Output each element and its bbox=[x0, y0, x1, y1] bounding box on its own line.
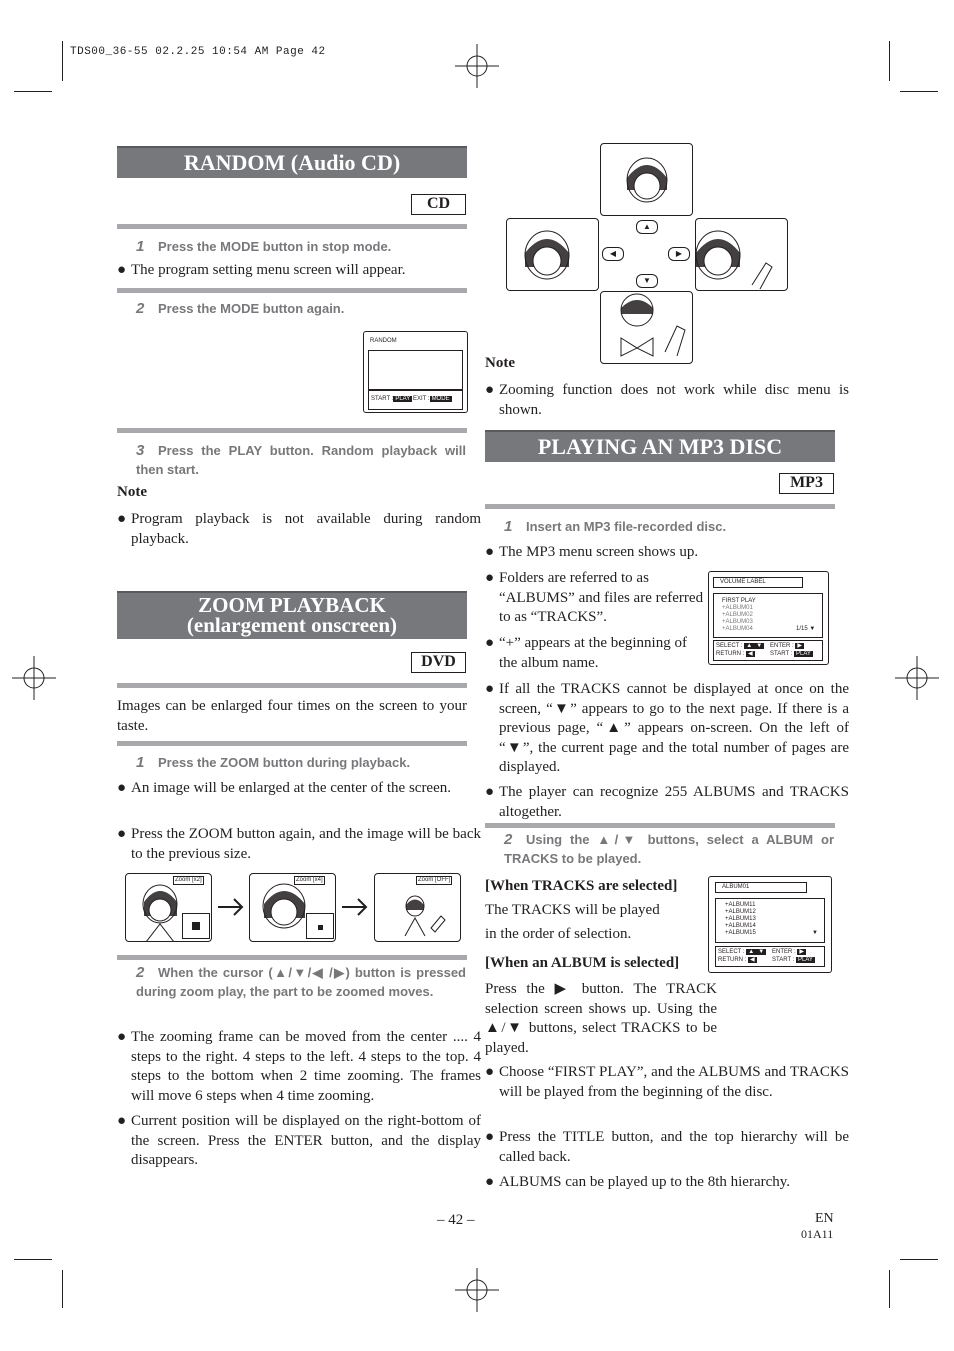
mp3-title: PLAYING AN MP3 DISC bbox=[485, 430, 835, 462]
random-screen: RANDOM START : PLAY EXIT : MODE bbox=[363, 331, 468, 413]
registration-mark bbox=[455, 1268, 499, 1312]
zoom-title: ZOOM PLAYBACK (enlargement onscreen) bbox=[117, 591, 467, 639]
doc-code: 01A11 bbox=[801, 1227, 834, 1241]
random-step3: 3 Press the PLAY button. Random playback will then start. bbox=[136, 442, 466, 477]
registration-mark bbox=[455, 44, 499, 88]
crop-mark bbox=[14, 1259, 52, 1260]
left-button: ◀ bbox=[602, 247, 624, 261]
section-rule bbox=[117, 288, 467, 293]
zoom-bullet4: ● Current position will be displayed on the right-bottom of the screen. Press the ENTER button, and the display disappears. bbox=[117, 1113, 481, 1168]
zoom-view-down bbox=[600, 291, 693, 364]
zoom-step2: 2 When the cursor (▲/▼/◀ /▶) button is pressed during zoom play, the part to be zoomed moves. bbox=[136, 964, 466, 999]
crop-mark bbox=[14, 91, 52, 92]
tracks-selected-text2: in the order of selection. bbox=[485, 926, 632, 942]
section-rule bbox=[485, 504, 835, 509]
registration-mark bbox=[895, 656, 939, 700]
crop-mark bbox=[889, 1270, 890, 1308]
album-selected-head: [When an ALBUM is selected] bbox=[485, 955, 680, 971]
random-step1: 1 Press the MODE button in stop mode. bbox=[136, 238, 392, 255]
mp3-tag: MP3 bbox=[779, 473, 834, 494]
zoom-view-right bbox=[695, 218, 788, 291]
girl-illustration bbox=[401, 894, 447, 938]
zoom-bullet3: ● The zooming frame can be moved from the center .... 4 steps to the right. 4 steps to the left. 4 steps to the top. 4 steps to the bottom when 2 time zooming. The frames will move 6 steps when 4 time zooming. bbox=[117, 1029, 481, 1104]
zoom-note-label: Note bbox=[485, 355, 515, 371]
section-rule bbox=[117, 955, 467, 960]
section-rule bbox=[117, 741, 467, 746]
mp3-bullet6: ● Choose “FIRST PLAY”, and the ALBUMS and TRACKS will be played from the beginning of the disc. bbox=[485, 1064, 849, 1100]
random-note: ● Program playback is not available during random playback. bbox=[117, 511, 481, 547]
girl-illustration bbox=[140, 880, 186, 942]
mp3-step1: 1 Insert an MP3 file-recorded disc. bbox=[504, 518, 727, 535]
section-rule bbox=[117, 683, 467, 688]
mp3-track-screen: ALBUM01 +ALBUM11 +ALBUM12 +ALBUM13 +ALBUM14 +ALBUM15 ▼ SELECT : ▲ ▼ ENTER : ▶ RETURN : ◀ START : PLAY bbox=[708, 876, 832, 973]
mp3-bullet8: ● ALBUMS can be played up to the 8th hierarchy. bbox=[485, 1174, 791, 1190]
album-selected-text: Press the ▶ button. The TRACK selection screen shows up. Using the ▲/▼ buttons, select TRACKS to be played. bbox=[485, 981, 717, 1056]
mp3-bullet2: ● Folders are referred to as “ALBUMS” and files are referred to as “TRACKS”. bbox=[485, 570, 704, 625]
up-button: ▲ bbox=[636, 220, 658, 234]
girl-illustration bbox=[260, 878, 310, 942]
cd-tag: CD bbox=[411, 194, 466, 215]
down-button: ▼ bbox=[636, 274, 658, 288]
zoom-frame-x4: Zoom [x4] bbox=[249, 873, 336, 942]
arrow-icon bbox=[216, 896, 244, 918]
crop-mark bbox=[62, 41, 63, 81]
crop-mark bbox=[62, 1270, 63, 1308]
mp3-bullet3: ● “+” appears at the beginning of the album name. bbox=[485, 635, 687, 671]
print-header: TDS00_36-55 02.2.25 10:54 AM Page 42 bbox=[70, 46, 326, 58]
random-step1-bullet: ● The program setting menu screen will appear. bbox=[117, 262, 406, 278]
section-rule bbox=[485, 823, 835, 828]
zoom-view-left bbox=[506, 218, 599, 291]
crop-mark bbox=[889, 41, 890, 81]
language-code: EN bbox=[815, 1211, 834, 1226]
tracks-selected-text1: The TRACKS will be played bbox=[485, 902, 660, 918]
mp3-bullet5: ● The player can recognize 255 ALBUMS and TRACKS altogether. bbox=[485, 784, 849, 820]
zoom-view-up bbox=[600, 143, 693, 216]
section-rule bbox=[117, 224, 467, 229]
mp3-bullet1: ● The MP3 menu screen shows up. bbox=[485, 544, 699, 560]
zoom-bullet2: ● Press the ZOOM button again, and the image will be back to the previous size. bbox=[117, 826, 481, 862]
right-button: ▶ bbox=[668, 247, 690, 261]
arrow-icon bbox=[340, 896, 368, 918]
section-rule bbox=[117, 428, 467, 433]
tracks-selected-head: [When TRACKS are selected] bbox=[485, 878, 678, 894]
mp3-menu-screen: VOLUME LABEL FIRST PLAY +ALBUM01 +ALBUM02 +ALBUM03 +ALBUM04 1/15 ▼ SELECT : ▲ ▼ ENTER : ▶ RETURN : ◀ START : PLAY bbox=[708, 571, 829, 665]
dvd-tag: DVD bbox=[411, 652, 466, 673]
crop-mark bbox=[900, 1259, 938, 1260]
zoom-frame-off: Zoom [OFF] bbox=[374, 873, 461, 942]
mp3-bullet4: ● If all the TRACKS cannot be displayed at once on the screen, “▼” appears to go to the next page. If there is a previous page, “▲” appears on-screen. On the left of “▼”, the current page and the total number of pages are displayed. bbox=[485, 681, 849, 775]
mp3-bullet7: ● Press the TITLE button, and the top hierarchy will be called back. bbox=[485, 1129, 849, 1165]
zoom-note: ● Zooming function does not work while disc menu is shown. bbox=[485, 382, 849, 418]
zoom-step1: 1 Press the ZOOM button during playback. bbox=[136, 754, 411, 771]
page-number: – 42 – bbox=[437, 1212, 475, 1228]
random-note-label: Note bbox=[117, 484, 147, 500]
zoom-bullet1: ● An image will be enlarged at the center of the screen. bbox=[117, 780, 452, 796]
zoom-intro: Images can be enlarged four times on the screen to your taste. bbox=[117, 698, 467, 734]
crop-mark bbox=[900, 91, 938, 92]
registration-mark bbox=[12, 656, 56, 700]
random-title: RANDOM (Audio CD) bbox=[117, 146, 467, 178]
random-step2: 2 Press the MODE button again. bbox=[136, 300, 345, 317]
zoom-frame-x2: Zoom [x2] bbox=[125, 873, 212, 942]
mp3-step2: 2 Using the ▲/▼ buttons, select a ALBUM or TRACKS to be played. bbox=[504, 831, 834, 866]
